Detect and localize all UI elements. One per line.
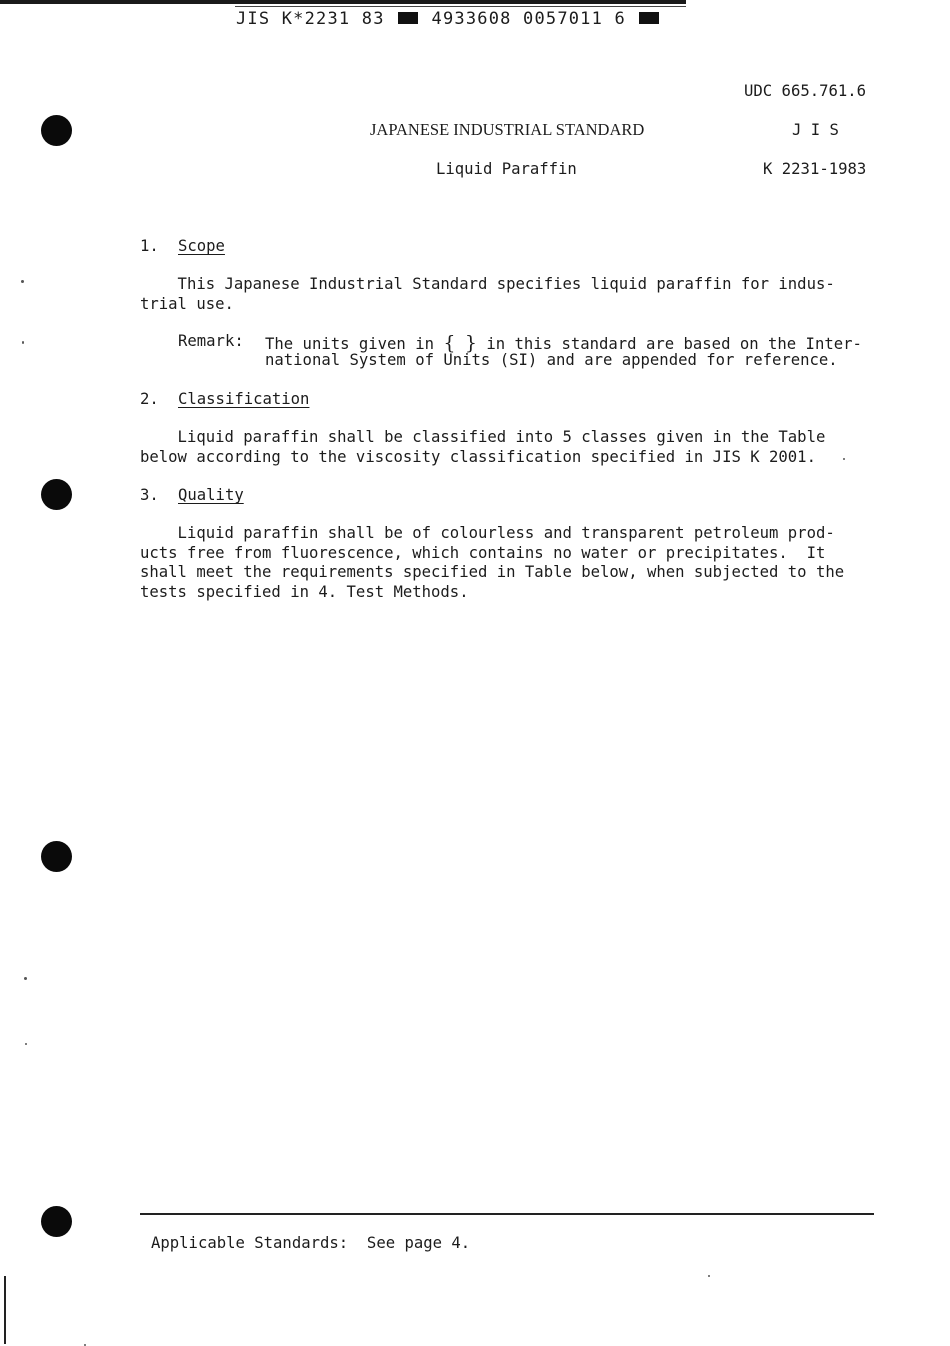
quality-paragraph: Liquid paraffin shall be of colourless and transparent petroleum prod- ucts free from fluorescence, which contains no water or precipitates. It shall meet the requirements specified in Table below, when subjected to the tests specified in 4. Test Methods. xyxy=(140,524,845,601)
punch-hole-icon xyxy=(41,841,72,872)
scan-speck xyxy=(843,458,845,460)
scan-speck xyxy=(24,977,27,980)
section-quality-number: 3. xyxy=(140,486,159,504)
applicable-standards: Applicable Standards: See page 4. xyxy=(151,1234,471,1252)
section-quality-heading: Quality xyxy=(178,486,244,504)
scan-header-part2: 4933608 0057011 6 xyxy=(431,9,626,29)
scope-paragraph: This Japanese Industrial Standard specifies liquid paraffin for indus- trial use. xyxy=(140,275,835,313)
scan-top-rule xyxy=(0,0,686,4)
remark-line-2: national System of Units (SI) and are appended for reference. xyxy=(265,351,838,369)
remark-label: Remark: xyxy=(178,332,244,350)
section-classification-number: 2. xyxy=(140,390,159,408)
classification-paragraph: Liquid paraffin shall be classified into 5 classes given in the Table below according to the viscosity classification specified in JIS K 2001. xyxy=(140,428,826,466)
scan-top-thin-rule xyxy=(235,6,686,7)
brace-close: } xyxy=(464,332,477,354)
brace-open: { xyxy=(443,332,456,354)
black-block-icon xyxy=(398,12,418,24)
punch-hole-icon xyxy=(41,1206,72,1237)
punch-hole-icon xyxy=(41,479,72,510)
document-title: Liquid Paraffin xyxy=(436,160,577,178)
standard-org: JAPANESE INDUSTRIAL STANDARD xyxy=(370,120,645,139)
udc-number: UDC 665.761.6 xyxy=(744,82,867,100)
remark-line1-post: in this standard are based on the Inter- xyxy=(476,335,862,353)
scan-header-code xyxy=(236,9,661,29)
footnote-rule xyxy=(140,1213,874,1215)
scan-speck xyxy=(708,1275,710,1277)
scan-header-part1: JIS K*2231 83 xyxy=(236,9,385,29)
standard-code: K 2231-1983 xyxy=(763,160,867,178)
remark-line1-pre: The units given in xyxy=(265,335,444,353)
section-scope-heading: Scope xyxy=(178,237,225,255)
punch-hole-icon xyxy=(41,115,72,146)
scan-edge-bar xyxy=(4,1276,6,1344)
section-classification-heading: Classification xyxy=(178,390,310,408)
jis-mark: J I S xyxy=(792,121,839,139)
section-scope-number: 1. xyxy=(140,237,159,255)
scan-speck xyxy=(22,341,24,344)
scan-speck xyxy=(25,1043,27,1045)
scan-speck xyxy=(21,280,24,283)
black-block-icon xyxy=(639,12,659,24)
